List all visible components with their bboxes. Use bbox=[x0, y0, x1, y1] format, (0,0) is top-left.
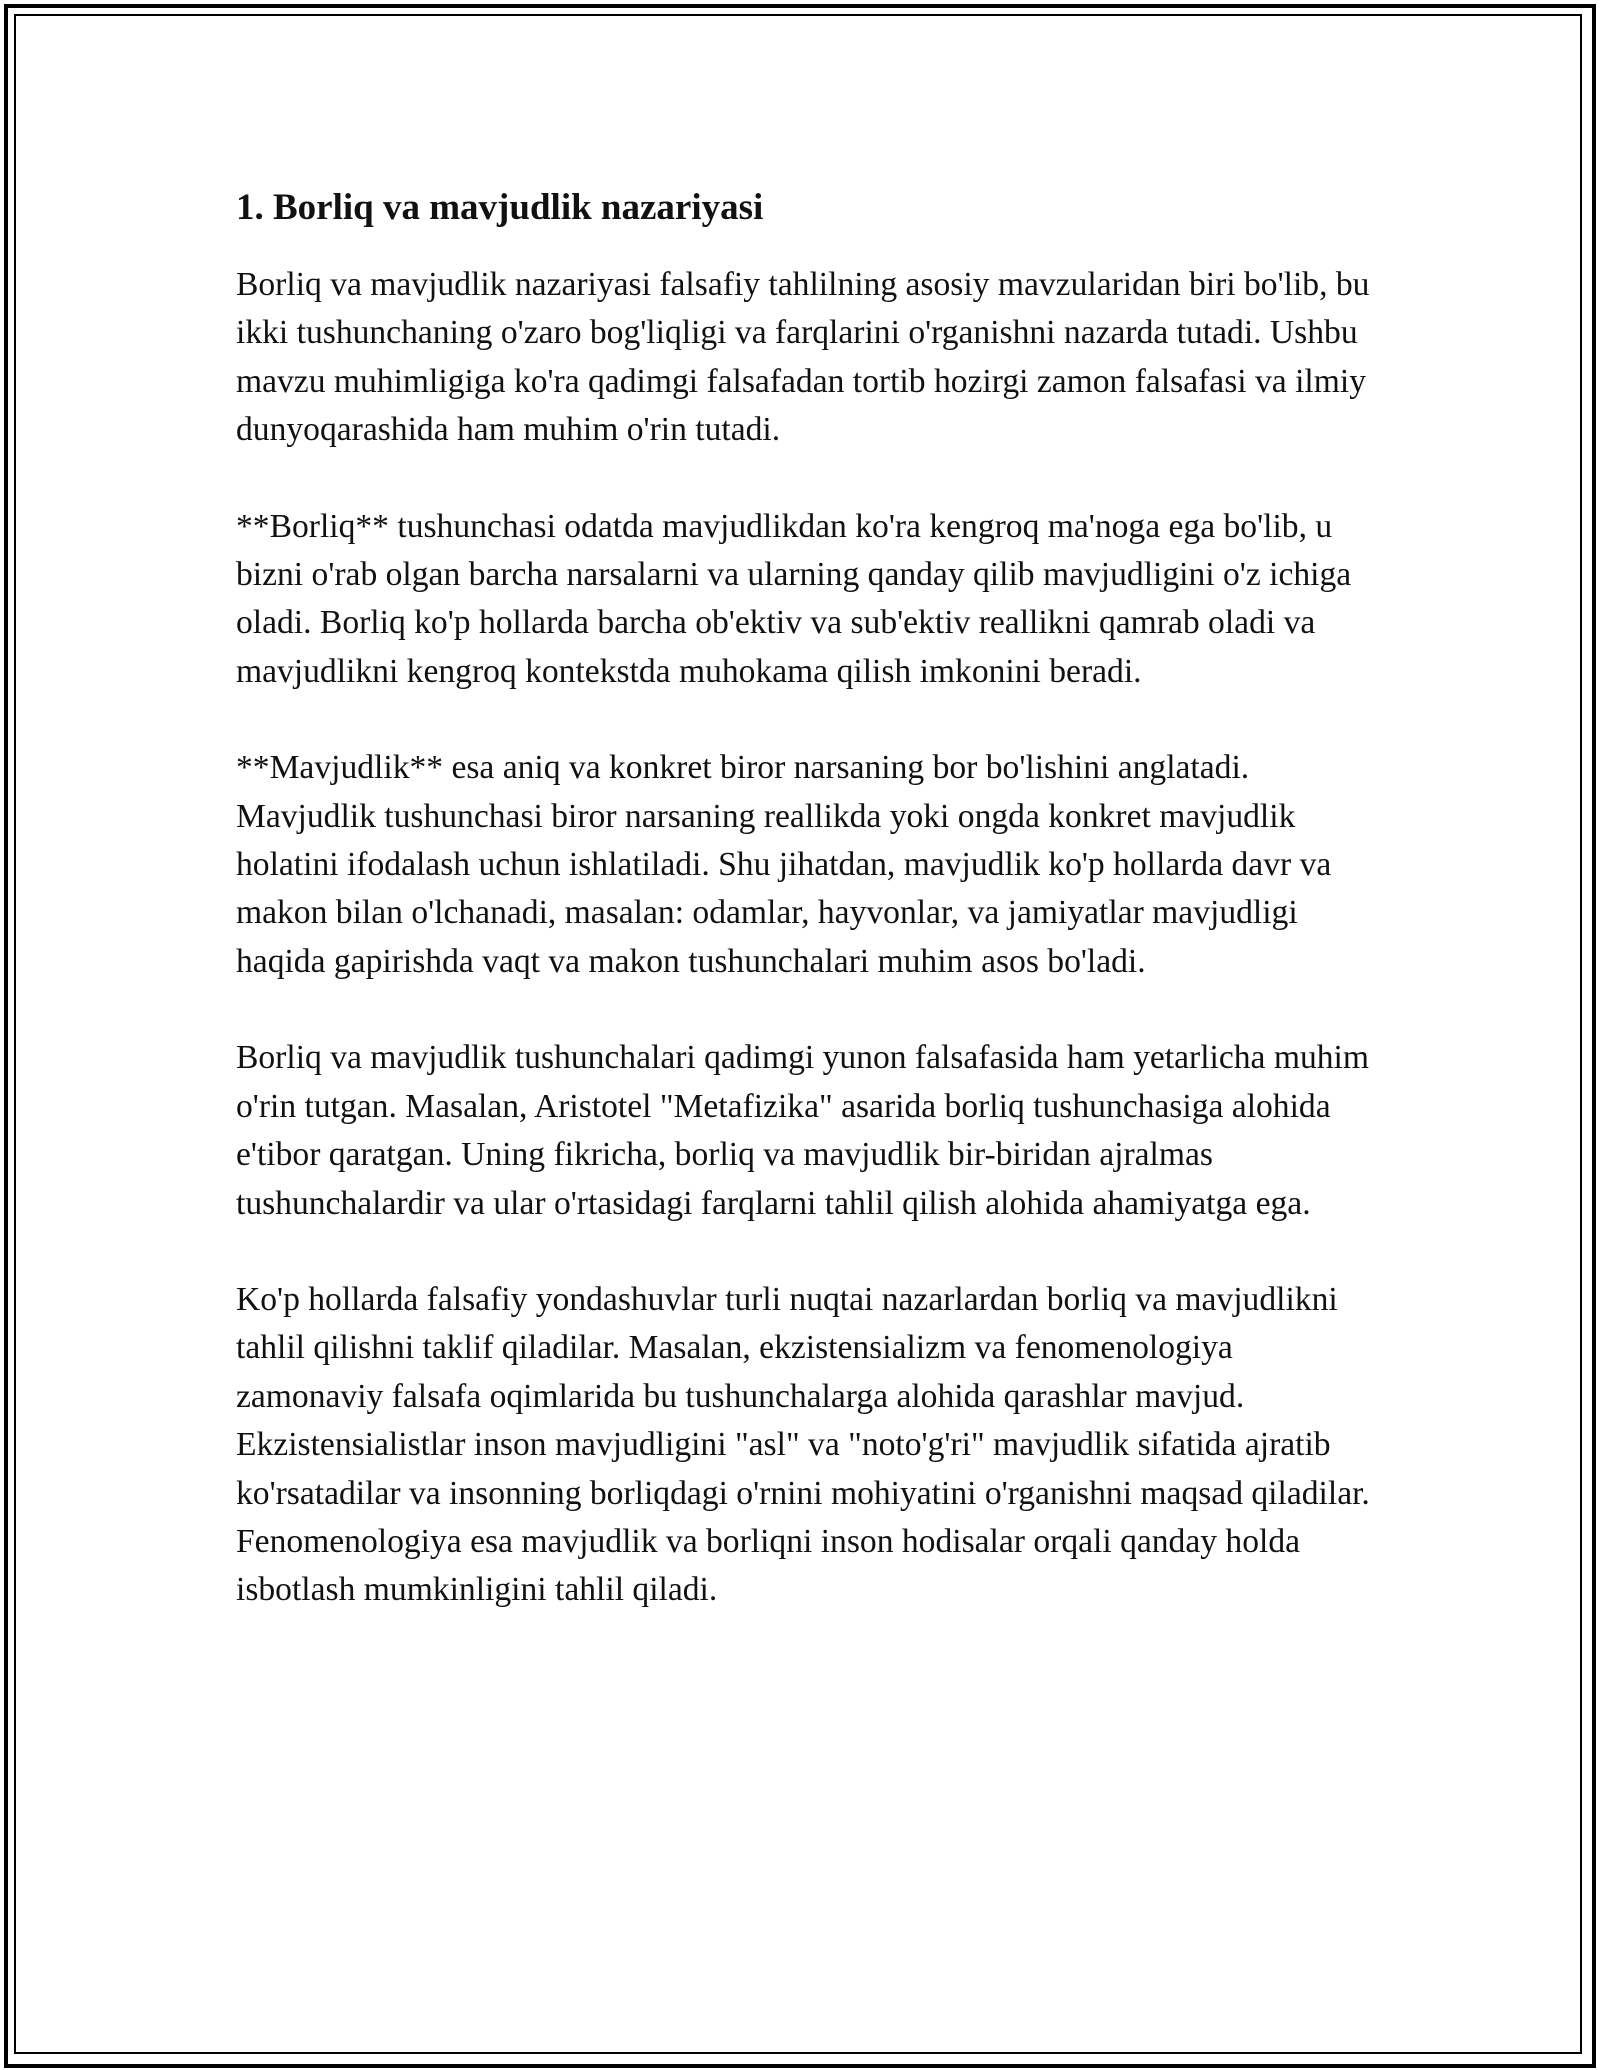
section-heading: 1. Borliq va mavjudlik nazariyasi bbox=[236, 187, 764, 228]
paragraph-greek-philosophy: Borliq va mavjudlik tushunchalari qadimgi yunon falsafasida ham yetarlicha muhim o'rin tutgan. Masalan, Aristotel "Metafizika" asarida borliq tushunchasiga alohida e'tibor qaratgan. Uning fikricha, borliq va mavjudlik bir-biridan ajralmas tushunchalardir va ular o'rtasidagi farqlarni tahlil qilish alohida ahamiyatga ega. bbox=[236, 1039, 1369, 1222]
paragraph-intro: Borliq va mavjudlik nazariyasi falsafiy tahlilning asosiy mavzularidan biri bo'lib, bu ikki tushunchaning o'zaro bog'liqligi va farqlarini o'rganishni nazarda tutadi. Ushbu mavzu muhimligiga ko'ra qadimgi falsafadan tortib hozirgi zamon falsafasi va ilmiy dunyoqarashida ham muhim o'rin tutadi. bbox=[236, 266, 1370, 449]
paragraph-mavjudlik: **Mavjudlik** esa aniq va konkret biror narsaning bor bo'lishini anglatadi. Mavjudlik tushunchasi biror narsaning reallikda yoki ongda konkret mavjudlik holatini ifodalash uchun ishlatiladi. Shu jihatdan, mavjudlik ko'p hollarda davr va makon bilan o'lchanadi, masalan: odamlar, hayvonlar, va jamiyatlar mavjudligi haqida gapirishda vaqt va makon tushunchalari muhim asos bo'ladi. bbox=[236, 749, 1332, 980]
document-body bbox=[236, 185, 1386, 1663]
paragraph-borliq: **Borliq** tushunchasi odatda mavjudlikdan ko'ra kengroq ma'noga ega bo'lib, u bizni o'rab olgan barcha narsalarni va ularning qanday qilib mavjudligini o'z ichiga oladi. Borliq ko'p hollarda barcha ob'ektiv va sub'ektiv reallikni qamrab oladi va mavjudlikni kengroq kontekstda muhokama qilish imkonini beradi. bbox=[236, 507, 1352, 690]
paragraph-modern-approaches: Ko'p hollarda falsafiy yondashuvlar turli nuqtai nazarlardan borliq va mavjudlikni tahlil qilishni taklif qiladilar. Masalan, ekzistensializm va fenomenologiya zamonaviy falsafa oqimlarida bu tushunchalarga alohida qarashlar mavjud. Ekzistensialistlar inson mavjudligini "asl" va "noto'g'ri" mavjudlik sifatida ajratib ko'rsatadilar va insonning borliqdagi o'rnini mohiyatini o'rganishni maqsad qiladilar. Fenomenologiya esa mavjudlik va borliqni inson hodisalar orqali qanday holda isbotlash mumkinligini tahlil qiladi. bbox=[236, 1280, 1370, 1609]
